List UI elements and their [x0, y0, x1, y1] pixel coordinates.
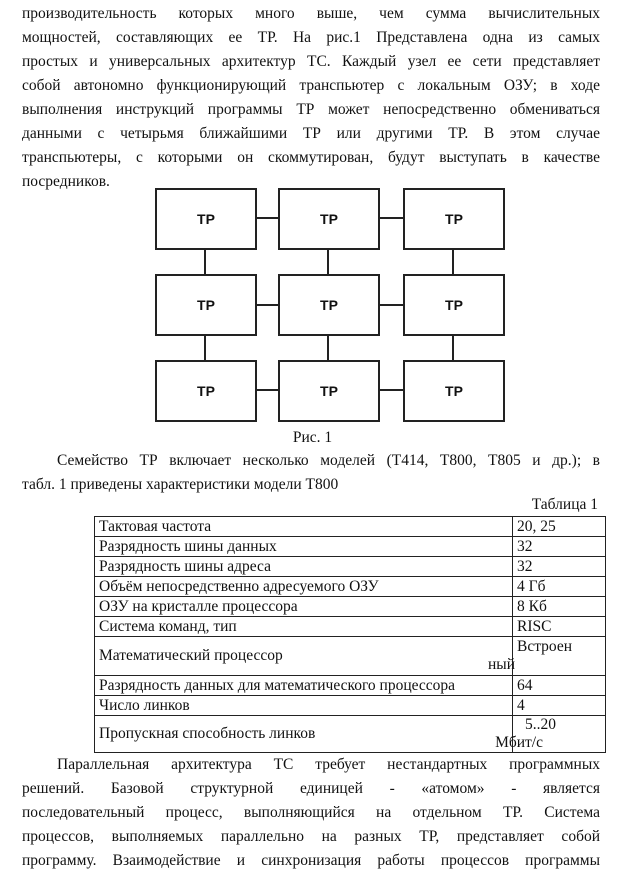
- grid-link: [204, 333, 206, 363]
- table-row: [95, 676, 606, 696]
- value-cell: [487, 637, 606, 676]
- transputer-node: ТР: [155, 360, 257, 422]
- table-row: [95, 537, 606, 557]
- text-line: простых и универсальных архитектур ТС. Каждый узел ее сети представляет: [22, 53, 600, 70]
- value-line: 5..20: [525, 716, 556, 733]
- grid-link: [377, 217, 405, 219]
- text-line: Параллельная архитектура ТС требует нестандартных программных: [57, 756, 600, 773]
- table-row: [95, 557, 606, 577]
- transputer-node: ТР: [403, 188, 505, 250]
- param-cell: Разрядность шины адреса: [95, 557, 513, 577]
- value-cell: 4 Гб: [513, 577, 606, 597]
- value-cell: 8 Кб: [513, 597, 606, 617]
- text-line: данными с четырьмя ближайшими ТР или другими ТР. В этом случае: [22, 125, 600, 142]
- text-line: программу. Взаимодействие и синхронизация работы процессов программы: [22, 852, 600, 869]
- text-line: табл. 1 приведены характеристики модели Т800: [22, 476, 339, 493]
- param-cell: Тактовая частота: [95, 517, 513, 537]
- value-cell: [495, 716, 606, 753]
- transputer-node: ТР: [155, 274, 257, 336]
- table-row: [95, 597, 606, 617]
- table-label: Таблица 1: [531, 496, 598, 513]
- table-row: [95, 617, 606, 637]
- text-line: собой автономно функционирующий транспьютер с локальным ОЗУ; в ходе: [22, 77, 600, 94]
- table-row: [95, 716, 606, 753]
- text-line: последовательный процесс, выполняющийся на отдельном ТР. Система: [22, 804, 600, 821]
- transputer-node: ТР: [403, 274, 505, 336]
- param-cell: Пропускная способность линков: [95, 716, 513, 753]
- param-cell: Число линков: [95, 696, 513, 716]
- table-row: [95, 637, 606, 676]
- top-paragraph: [22, 2, 600, 194]
- text-line: посредников.: [22, 173, 110, 190]
- value-cell: 32: [513, 557, 606, 577]
- transputer-node: ТР: [278, 274, 380, 336]
- param-cell: Разрядность данных для математического процессора: [95, 676, 513, 696]
- value-cell: 20, 25: [513, 517, 606, 537]
- figure-caption: Рис. 1: [292, 429, 333, 446]
- param-cell: Разрядность шины данных: [95, 537, 513, 557]
- text-line: выполнения инструкций программы ТР может непосредственно обмениваться: [22, 101, 600, 118]
- transputer-node: ТР: [278, 188, 380, 250]
- table-row: [95, 696, 606, 716]
- text-line: производительность которых много выше, чем сумма вычислительных: [22, 5, 600, 22]
- value-line: Мбит/с: [495, 734, 543, 751]
- text-line: решений. Базовой структурной единицей - «атомом» - является: [22, 780, 600, 797]
- spec-table: [94, 516, 606, 753]
- transputer-node: ТР: [155, 188, 257, 250]
- grid-link: [377, 389, 405, 391]
- table-row: [95, 577, 606, 597]
- param-cell: Объём непосредственно адресуемого ОЗУ: [95, 577, 513, 597]
- param-cell: Система команд, тип: [95, 617, 513, 637]
- text-line: мощностей, составляющих ее ТР. На рис.1 Представлена одна из самых: [22, 29, 600, 46]
- grid-link: [327, 333, 329, 363]
- grid-link: [377, 304, 405, 306]
- text-line: транспьютеры, с которыми он скоммутирован, будут выступать в качестве: [22, 149, 600, 166]
- value-cell: 64: [513, 676, 606, 696]
- transputer-node: ТР: [278, 360, 380, 422]
- table-row: [95, 517, 606, 537]
- bottom-paragraph: [22, 753, 600, 873]
- value-cell: RISC: [513, 617, 606, 637]
- intro-paragraph: [22, 449, 600, 497]
- grid-link: [452, 333, 454, 363]
- value-cell: 4: [513, 696, 606, 716]
- value-line: ный: [487, 656, 515, 673]
- text-line: процессов, выполняемых параллельно на разных ТР, представляет собой: [22, 828, 600, 845]
- value-line: Встроен: [517, 638, 573, 655]
- transputer-node: ТР: [403, 360, 505, 422]
- param-cell: Математический процессор: [95, 637, 513, 676]
- value-cell: 32: [513, 537, 606, 557]
- text-line: Семейство ТР включает несколько моделей (Т414, Т800, Т805 и др.); в: [57, 452, 600, 469]
- param-cell: ОЗУ на кристалле процессора: [95, 597, 513, 617]
